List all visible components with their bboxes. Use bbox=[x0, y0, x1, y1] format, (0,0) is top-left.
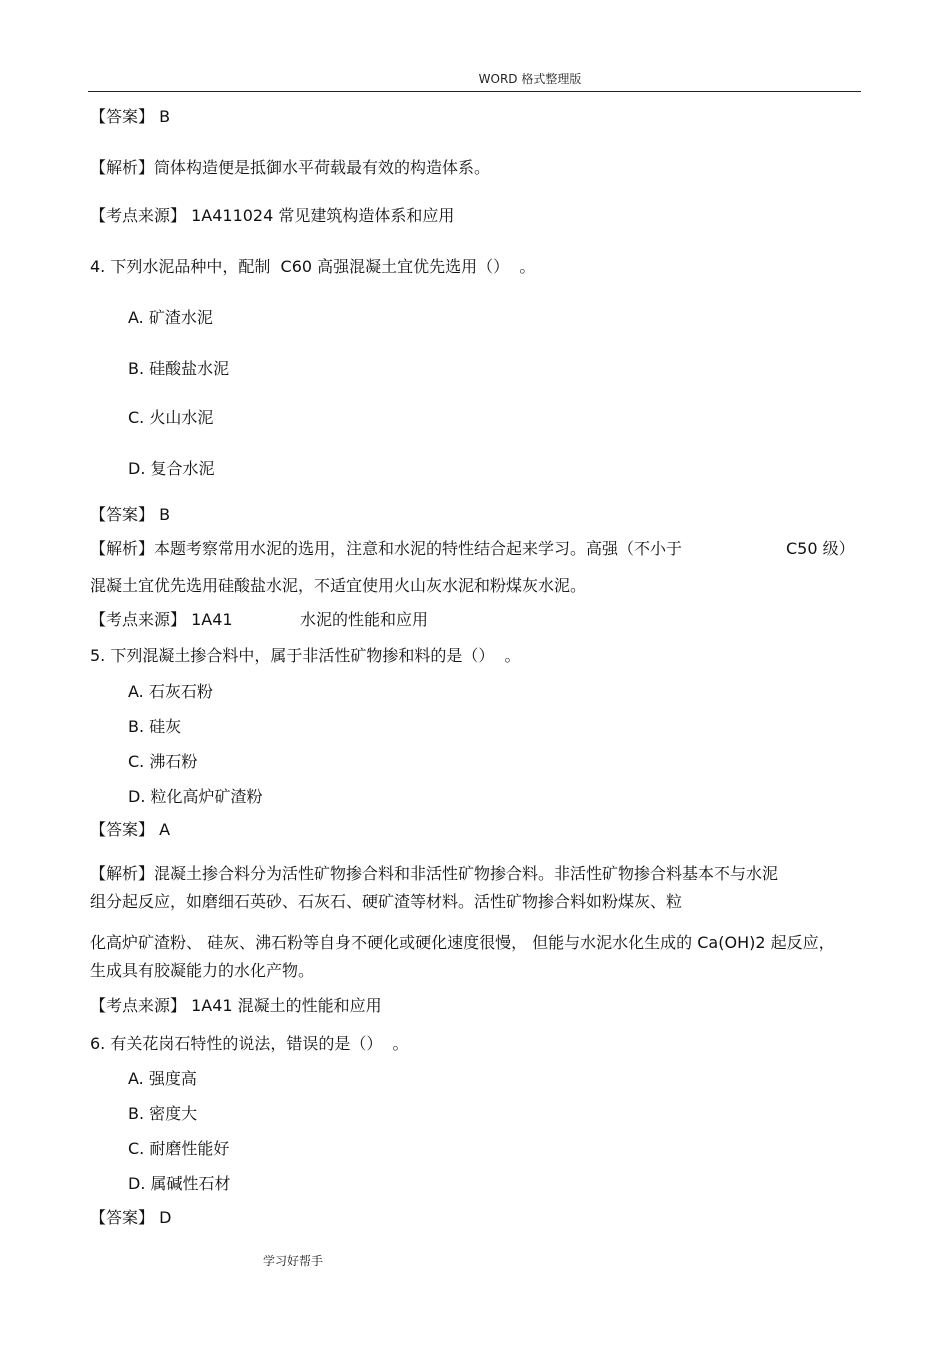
q5-analysis-line1: 【解析】混凝土掺合料分为活性矿物掺合料和非活性矿物掺合料。非活性矿物掺合料基本不与水泥 bbox=[90, 864, 779, 883]
q4-analysis-line1b: C50 级） bbox=[786, 539, 855, 558]
q3-analysis: 【解析】筒体构造便是抵御水平荷载最有效的构造体系。 bbox=[90, 158, 491, 177]
q5-analysis-line3: 化高炉矿渣粉、 硅灰、沸石粉等自身不硬化或硬化速度很慢， 但能与水泥水化生成的 Ca(OH)2 起反应， bbox=[90, 933, 835, 952]
q6-option-c: C. 耐磨性能好 bbox=[128, 1139, 230, 1158]
q3-source: 【考点来源】 1A411024 常见建筑构造体系和应用 bbox=[90, 206, 455, 225]
page-footer: 学习好帮手 bbox=[263, 1254, 324, 1268]
q5-analysis-line2: 组分起反应，如磨细石英砂、石灰石、硬矿渣等材料。活性矿物掺合料如粉煤灰、粒 bbox=[90, 892, 683, 911]
q5-analysis-line4: 生成具有胶凝能力的水化产物。 bbox=[90, 961, 315, 980]
q5-option-c: C. 沸石粉 bbox=[128, 752, 198, 771]
q4-option-d: D. 复合水泥 bbox=[128, 459, 215, 478]
q5-option-b: B. 硅灰 bbox=[128, 717, 182, 736]
q6-answer: 【答案】 D bbox=[90, 1208, 172, 1227]
q5-source: 【考点来源】 1A41 混凝土的性能和应用 bbox=[90, 996, 382, 1015]
q4-analysis-line1a: 【解析】本题考察常用水泥的选用，注意和水泥的特性结合起来学习。高强（不小于 bbox=[90, 539, 683, 558]
q4-source-b: 水泥的性能和应用 bbox=[300, 610, 429, 629]
q4-option-a: A. 矿渣水泥 bbox=[128, 308, 213, 327]
q6-question: 6. 有关花岗石特性的说法，错误的是（） 。 bbox=[90, 1034, 409, 1053]
q5-option-d: D. 粒化高炉矿渣粉 bbox=[128, 787, 263, 806]
q6-option-a: A. 强度高 bbox=[128, 1069, 197, 1088]
page-header bbox=[0, 70, 950, 87]
q4-option-c: C. 火山水泥 bbox=[128, 408, 214, 427]
q4-option-b: B. 硅酸盐水泥 bbox=[128, 359, 230, 378]
q6-option-b: B. 密度大 bbox=[128, 1104, 198, 1123]
q5-question: 5. 下列混凝土掺合料中，属于非活性矿物掺和料的是（） 。 bbox=[90, 646, 521, 665]
header-title: WORD 格式整理版 bbox=[478, 72, 582, 86]
q5-option-a: A. 石灰石粉 bbox=[128, 682, 213, 701]
header-divider bbox=[88, 91, 861, 92]
q4-answer: 【答案】 B bbox=[90, 505, 171, 524]
q4-source-a: 【考点来源】 1A41 bbox=[90, 610, 233, 629]
q4-question: 4. 下列水泥品种中，配制 C60 高强混凝土宜优先选用（） 。 bbox=[90, 257, 536, 276]
q3-answer: 【答案】 B bbox=[90, 107, 171, 126]
q5-answer: 【答案】 A bbox=[90, 820, 171, 839]
q6-option-d: D. 属碱性石材 bbox=[128, 1174, 231, 1193]
q4-analysis-line2: 混凝土宜优先选用硅酸盐水泥，不适宜使用火山灰水泥和粉煤灰水泥。 bbox=[90, 576, 587, 595]
